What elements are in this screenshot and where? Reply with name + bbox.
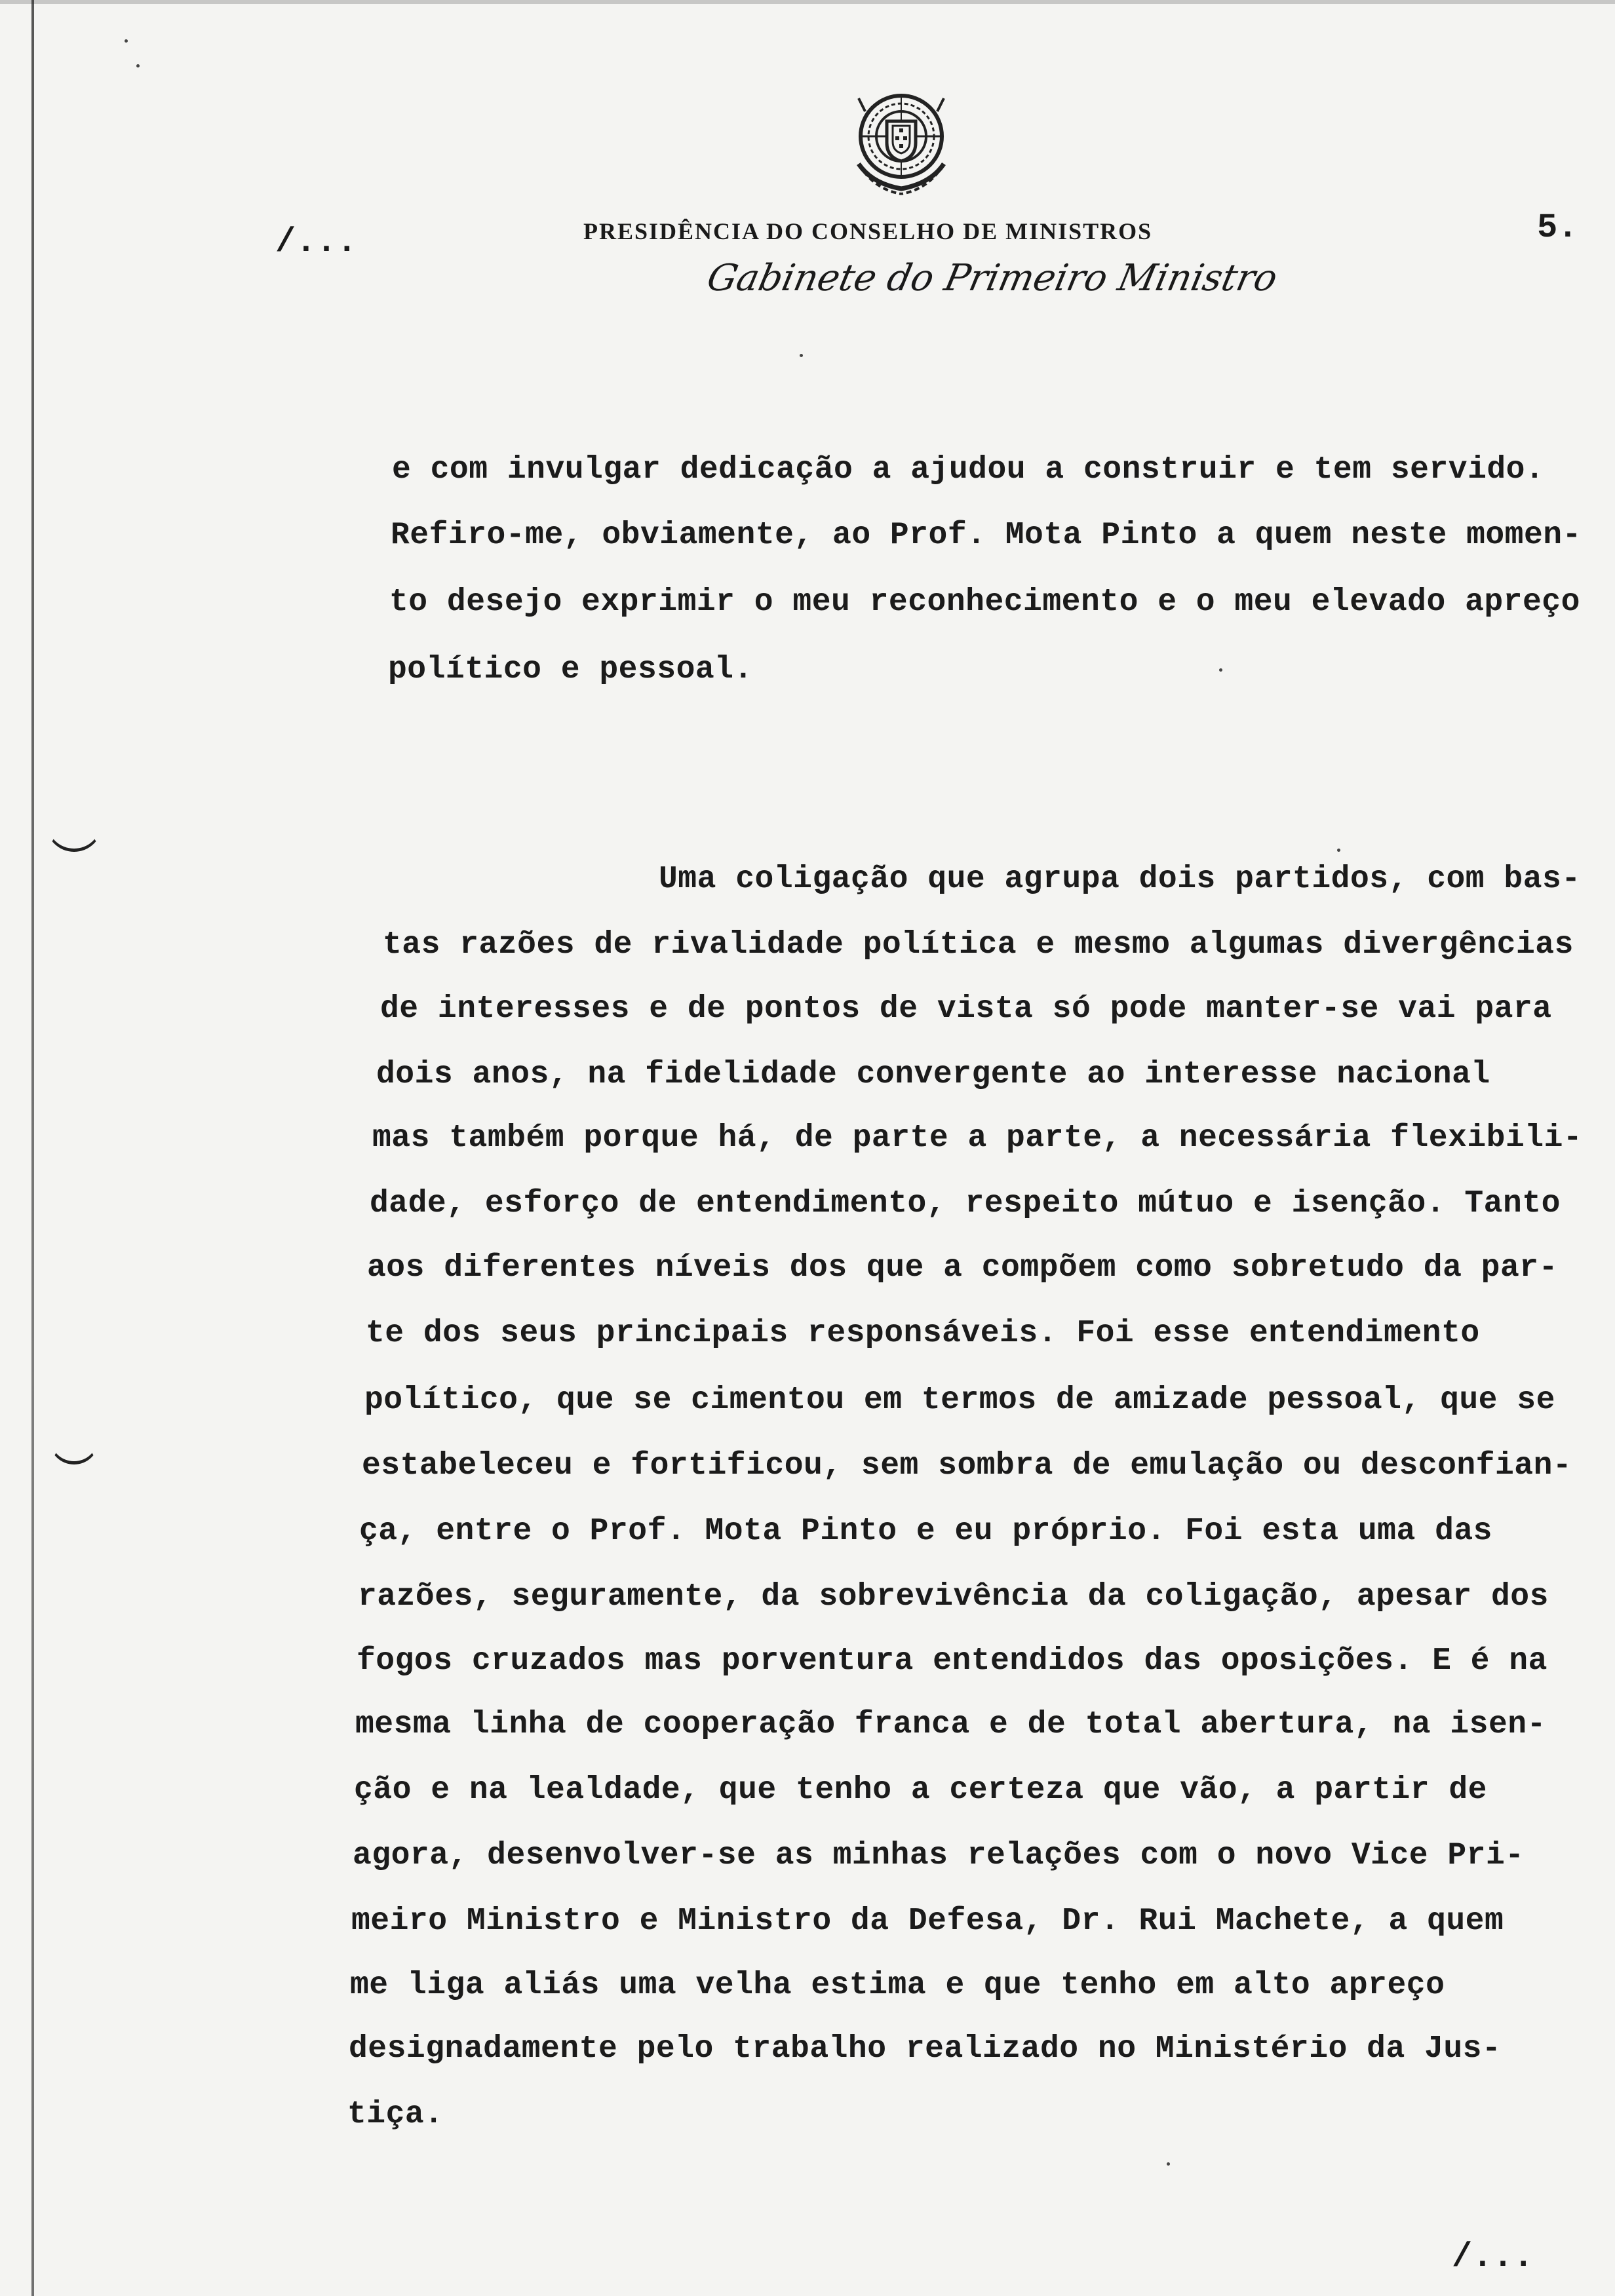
scan-speck — [125, 39, 128, 43]
body-line: te dos seus principais responsáveis. Foi esse entendimento — [366, 1316, 1480, 1351]
punch-hole-mark — [46, 809, 102, 852]
body-line: Refiro-me, obviamente, ao Prof. Mota Pinto a quem neste momen- — [391, 518, 1582, 553]
body-line: tas razões de rivalidade política e mesmo algumas divergências — [383, 927, 1574, 963]
body-line: Uma coligação que agrupa dois partidos, com bas- — [659, 862, 1581, 897]
organization-name: PRESIDÊNCIA DO CONSELHO DE MINISTROS — [583, 218, 1153, 244]
body-line: razões, seguramente, da sobrevivência da coligação, apesar dos — [358, 1579, 1549, 1615]
top-edge — [0, 0, 1615, 4]
scan-speck — [136, 64, 140, 67]
body-line: político e pessoal. — [388, 652, 753, 687]
body-line: político, que se cimentou em termos de amizade pessoal, que se — [364, 1383, 1555, 1418]
body-line: ção e na lealdade, que tenho a certeza que vão, a partir de — [354, 1772, 1487, 1808]
page-number: 5. — [1537, 208, 1578, 247]
punch-hole-mark — [49, 1428, 99, 1464]
body-line: fogos cruzados mas porventura entendidos das oposições. E é na — [357, 1643, 1547, 1679]
body-line: to desejo exprimir o meu reconhecimento e o meu elevado apreço — [389, 584, 1580, 620]
body-line: ça, entre o Prof. Mota Pinto e eu próprio. Foi esta uma das — [359, 1514, 1492, 1549]
scan-speck — [1337, 849, 1340, 852]
body-line: mesma linha de cooperação franca e de total abertura, na isen- — [355, 1707, 1546, 1742]
body-line: agora, desenvolver-se as minhas relações com o novo Vice Pri- — [353, 1838, 1525, 1873]
body-line: e com invulgar dedicação a ajudou a construir e tem servido. — [392, 452, 1545, 488]
office-subtitle: Gabinete do Primeiro Ministro — [703, 257, 1281, 299]
body-line: meiro Ministro e Ministro da Defesa, Dr. Rui Machete, a quem — [351, 1904, 1504, 1939]
body-line: tiça. — [347, 2097, 444, 2132]
body-line: dade, esforço de entendimento, respeito mútuo e isenção. Tanto — [370, 1186, 1561, 1221]
body-line: designadamente pelo trabalho realizado no Ministério da Jus- — [349, 2031, 1502, 2067]
coat-of-arms-emblem — [846, 85, 957, 203]
body-line: estabeleceu e fortificou, sem sombra de emulação ou desconfian- — [362, 1448, 1572, 1483]
body-line: aos diferentes níveis dos que a compõem como sobretudo da par- — [367, 1250, 1558, 1286]
scan-speck — [1219, 668, 1222, 672]
continuation-mark-bottom: /... — [1452, 2238, 1534, 2276]
scan-speck — [800, 354, 803, 357]
scan-speck — [1167, 2162, 1170, 2166]
body-line: me liga aliás uma velha estima e que tenho em alto apreço — [350, 1968, 1445, 2003]
body-line: dois anos, na fidelidade convergente ao interesse nacional — [376, 1057, 1490, 1092]
body-line: mas também porque há, de parte a parte, a necessária flexibili- — [372, 1120, 1583, 1156]
continuation-mark-top: /... — [275, 223, 357, 261]
body-line: de interesses e de pontos de vista só pode manter-se vai para — [380, 991, 1552, 1027]
binding-edge — [31, 0, 34, 2296]
